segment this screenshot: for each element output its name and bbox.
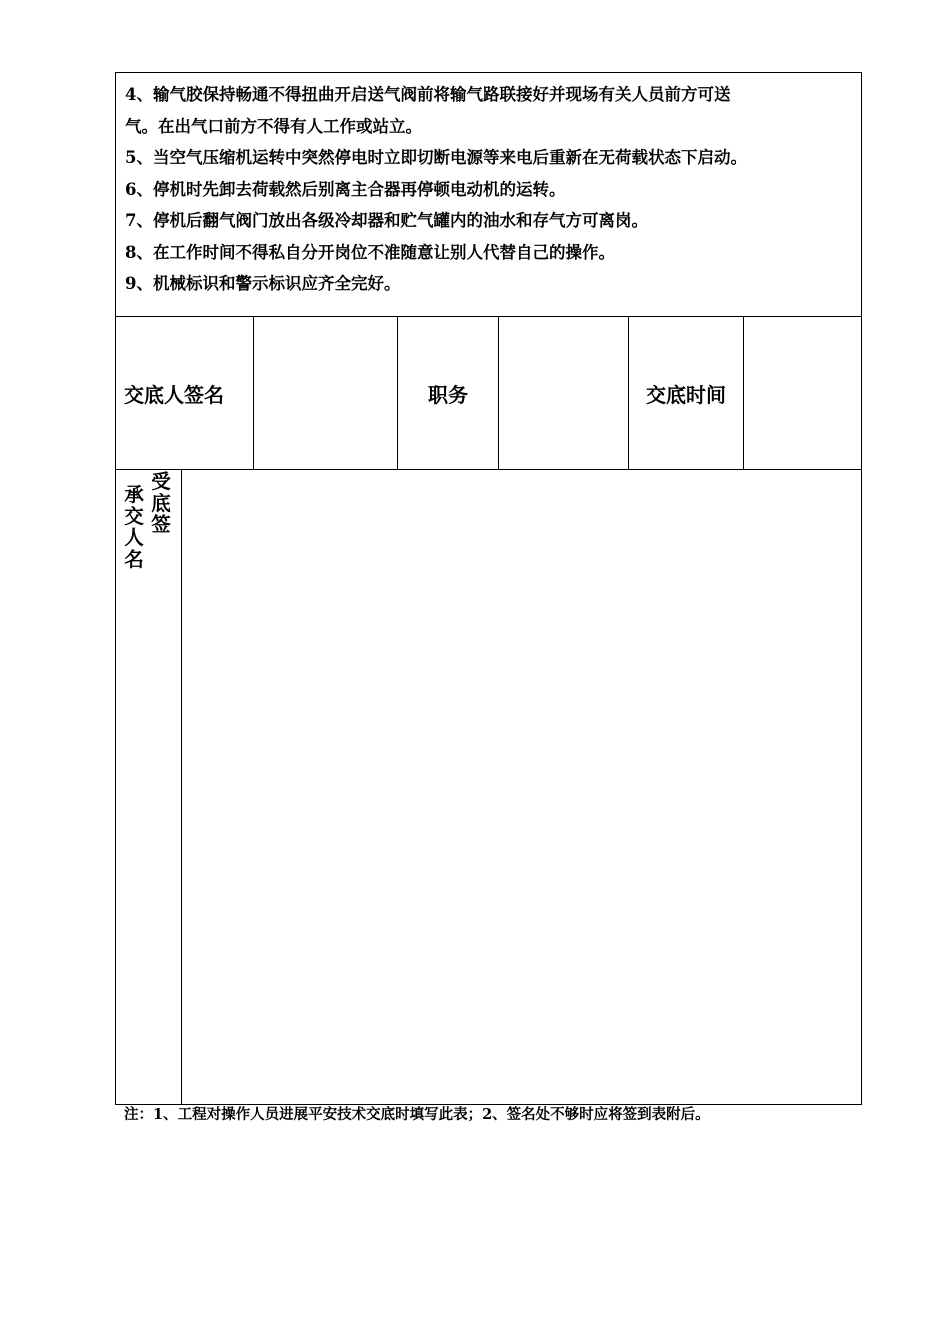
briefing-time-label: 交底时间 <box>629 317 744 469</box>
label-column-left <box>122 484 146 570</box>
label-char: 交 <box>124 504 144 528</box>
signature-row <box>116 317 861 470</box>
rule-line: 9、机械标识和警示标识应齐全完好。 <box>125 274 401 293</box>
rule-line: 8、在工作时间不得私自分开岗位不准随意让别人代替自己的操作。 <box>125 242 615 262</box>
rule-line: 气。在出气口前方不得有人工作或站立。 <box>125 116 422 136</box>
presenter-signature-label: 交底人签名 <box>116 317 254 469</box>
label-char: 承 <box>124 483 144 506</box>
rule-line: 5、当空气压缩机运转中突然停电时立即切断电源等来电后重新在无荷载状态下启动。 <box>125 148 747 167</box>
label-char: 名 <box>124 547 144 571</box>
label-char: 底 <box>151 491 171 515</box>
rule-line: 7、停机后翻气阀门放出各级冷却器和贮气罐内的油水和存气方可离岗。 <box>125 211 648 230</box>
footnote: 注：1、工程对操作人员进展平安技术交底时填写此表；2、签名处不够时应将签到表附后。 <box>124 1106 710 1123</box>
presenter-signature-field[interactable] <box>254 317 398 469</box>
position-field[interactable] <box>499 317 629 469</box>
receiver-signature-area[interactable] <box>182 469 861 1104</box>
briefing-time-field[interactable] <box>744 317 861 469</box>
rules-cell <box>116 73 861 317</box>
label-char: 签 <box>151 513 171 536</box>
position-label: 职务 <box>398 317 499 469</box>
label-char: 人 <box>124 526 144 549</box>
safety-briefing-table <box>115 72 862 1105</box>
label-char: 受 <box>151 470 171 493</box>
rule-line: 6、停机时先卸去荷载然后别离主合器再停顿电动机的运转。 <box>125 179 566 199</box>
receiver-row <box>116 469 861 1104</box>
label-column-right <box>149 471 173 536</box>
rule-line: 4、输气胶保持畅通不得扭曲开启送气阀前将输气路联接好并现场有关人员前方可送 <box>125 85 731 104</box>
receiver-signature-label <box>116 469 182 1104</box>
